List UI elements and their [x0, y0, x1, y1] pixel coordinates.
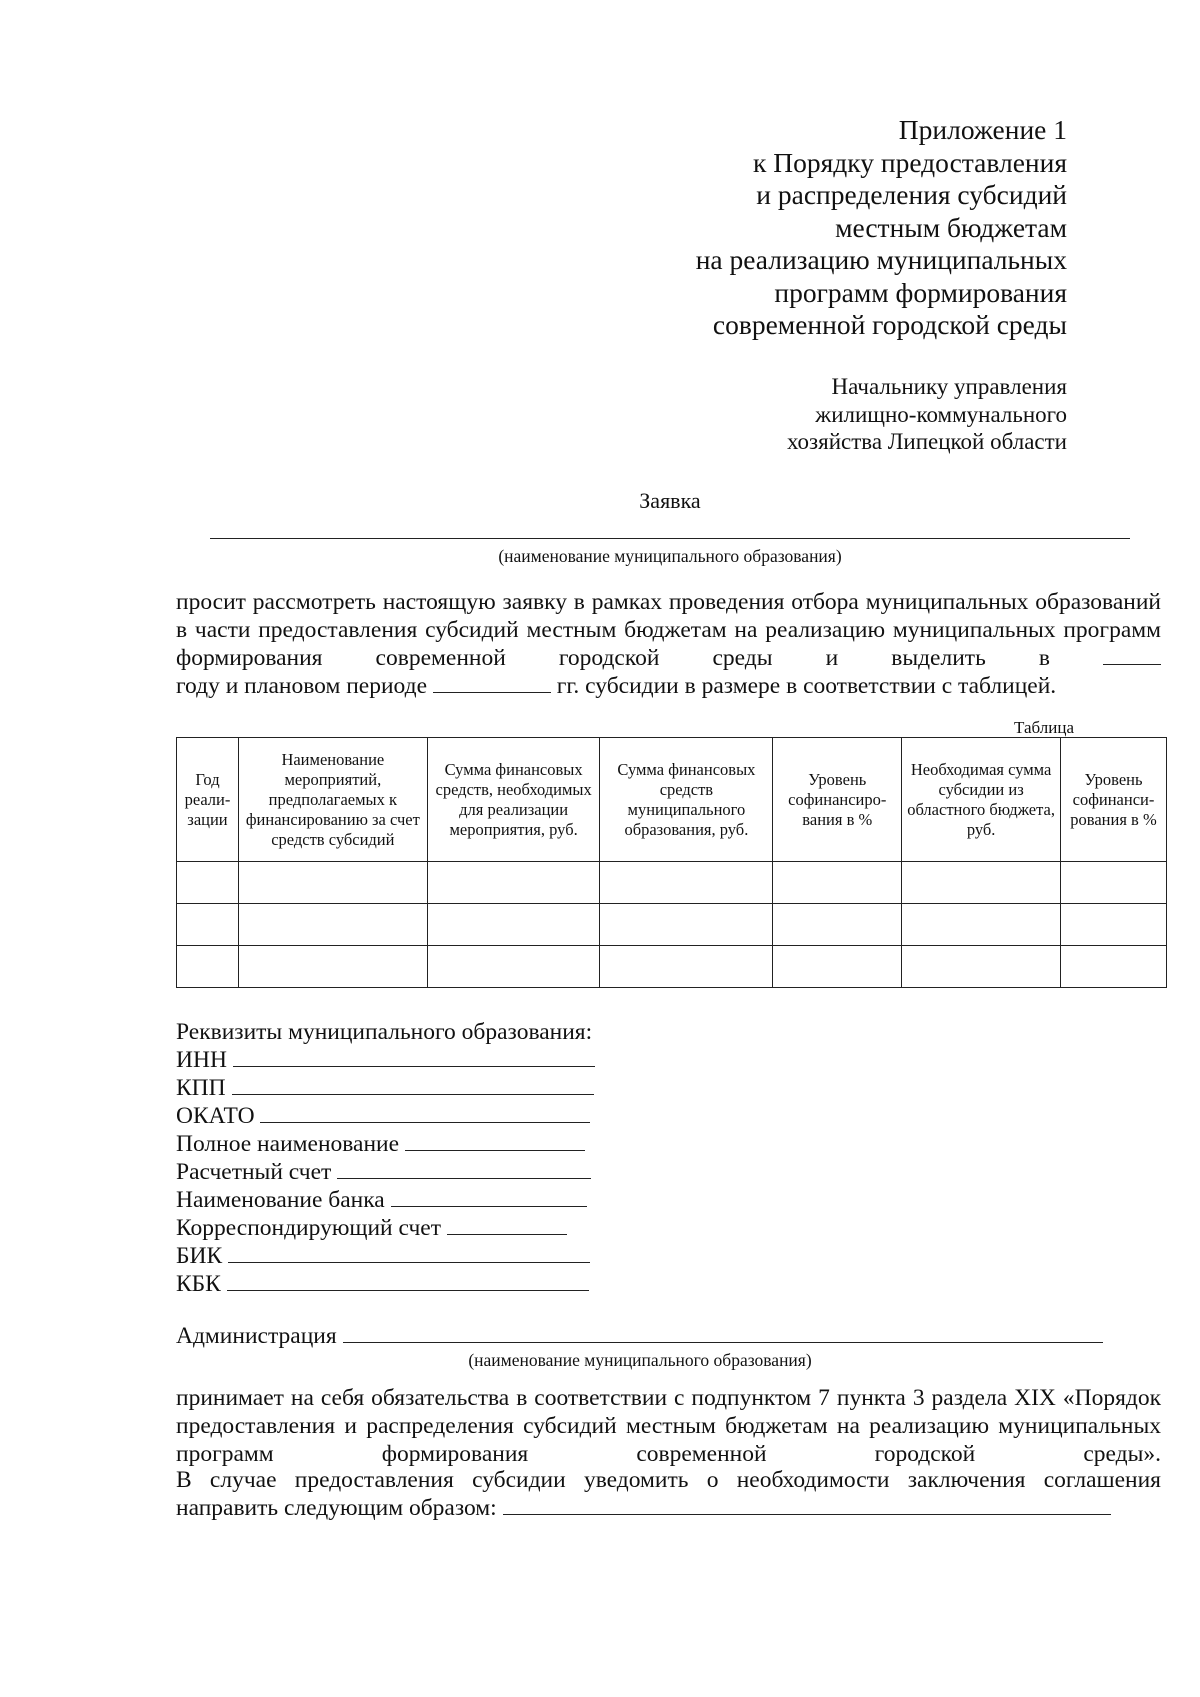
table-cell[interactable] — [773, 904, 902, 946]
table-cell[interactable] — [600, 862, 773, 904]
bik-input-line[interactable] — [228, 1242, 590, 1263]
notification-line-1: В случае предоставления субсидии уведомить о необходимости заключения соглашения — [176, 1467, 1161, 1493]
kpp-input-line[interactable] — [232, 1074, 594, 1095]
requisite-full-name — [176, 1130, 585, 1158]
table-cell[interactable] — [177, 904, 239, 946]
addressee-line: жилищно-коммунального — [815, 401, 1067, 427]
appendix-header — [696, 114, 1067, 342]
requisite-inn — [176, 1046, 595, 1074]
table-cell[interactable] — [902, 862, 1061, 904]
requisite-label: Корреспондирующий счет — [176, 1215, 441, 1241]
subsidy-table — [176, 737, 1167, 988]
requisite-bik — [176, 1242, 590, 1270]
table-cell[interactable] — [238, 862, 427, 904]
header-cofinancing-level: Уровень софинансиро-вания в % — [773, 738, 902, 862]
table-cell[interactable] — [902, 946, 1061, 988]
requisite-label: ИНН — [176, 1047, 227, 1073]
table-cell[interactable] — [427, 862, 600, 904]
request-last-line — [176, 672, 1161, 700]
table-cell[interactable] — [1061, 946, 1167, 988]
table-cell[interactable] — [177, 862, 239, 904]
requisites-heading: Реквизиты муниципального образования: — [176, 1019, 593, 1045]
requisite-label: ОКАТО — [176, 1103, 255, 1129]
appendix-line: программ формирования — [774, 276, 1067, 308]
requisite-label: КБК — [176, 1271, 221, 1297]
appendix-line: и распределения субсидий — [756, 179, 1067, 210]
requisite-bank — [176, 1186, 587, 1214]
municipality-name-line[interactable] — [210, 538, 1130, 539]
header-regional-subsidy: Необходимая сумма субсидии из областного бюджета, руб. — [902, 738, 1061, 862]
request-text-part2: году и плановом периоде — [176, 673, 427, 699]
header-required-funds: Сумма финансовых средств, необходимых для реализации мероприятия, руб. — [427, 738, 600, 862]
notification-line-2 — [176, 1494, 1161, 1522]
appendix-line: на реализацию муниципальных — [695, 244, 1067, 275]
full-name-input-line[interactable] — [405, 1130, 585, 1151]
table-cell[interactable] — [600, 904, 773, 946]
addressee-block — [787, 373, 1067, 456]
table-cell[interactable] — [600, 946, 773, 988]
table-cell[interactable] — [902, 904, 1061, 946]
notification-paragraph — [176, 1466, 1161, 1522]
administration-input-line[interactable] — [343, 1322, 1103, 1343]
year-blank[interactable] — [1103, 644, 1161, 665]
table-cell[interactable] — [1061, 862, 1167, 904]
municipality-hint: (наименование муниципального образования) — [498, 546, 842, 566]
table-row — [177, 904, 1167, 946]
requisite-kbk — [176, 1270, 589, 1298]
table-label: Таблица — [1014, 718, 1074, 737]
notification-method-input-line[interactable] — [503, 1494, 1111, 1515]
request-text-part1: просит рассмотреть настоящую заявку в рамках проведения отбора муниципальных образований в части предоставления субсидий местным бюджетам на реализацию муниципальных программ формирования современной городской среды и выделить в — [176, 589, 1161, 671]
requisite-label: БИК — [176, 1243, 223, 1269]
corr-account-input-line[interactable] — [447, 1214, 567, 1235]
table-row — [177, 862, 1167, 904]
requisite-label: Наименование банка — [176, 1187, 385, 1213]
addressee-line: хозяйства Липецкой области — [786, 429, 1067, 454]
appendix-line: современной городской среды — [712, 309, 1067, 340]
requisite-label: Расчетный счет — [176, 1159, 332, 1185]
appendix-line: Приложение 1 — [898, 114, 1067, 145]
header-year: Год реали-зации — [177, 738, 239, 862]
table-cell[interactable] — [427, 946, 600, 988]
requisite-kpp — [176, 1074, 594, 1102]
table-cell[interactable] — [773, 862, 902, 904]
administration-label: Администрация — [176, 1323, 337, 1349]
requisite-label: Полное наименование — [176, 1131, 400, 1157]
requisite-account — [176, 1158, 591, 1186]
table-row — [177, 946, 1167, 988]
document-title: Заявка — [639, 488, 701, 513]
request-text-part3: гг. субсидии в размере в соответствии с таблицей. — [556, 673, 1057, 699]
administration-hint: (наименование муниципального образования) — [468, 1350, 812, 1370]
kbk-input-line[interactable] — [227, 1270, 589, 1291]
addressee-line: Начальнику управления — [831, 374, 1067, 399]
appendix-line: к Порядку предоставления — [753, 146, 1067, 178]
table-cell[interactable] — [1061, 904, 1167, 946]
appendix-line: местным бюджетам — [835, 211, 1067, 243]
table-cell[interactable] — [238, 904, 427, 946]
administration-line — [176, 1322, 1103, 1350]
header-cofinancing-level-2: Уровень софинанси-рования в % — [1061, 738, 1167, 862]
table-cell[interactable] — [177, 946, 239, 988]
obligation-paragraph: принимает на себя обязательства в соответствии с подпунктом 7 пункта 3 раздела XIX «Порядок предоставления и распределения субсидий местным бюджетам на реализацию муниципальных программ формирования современной городской среды». — [176, 1385, 1161, 1467]
table-cell[interactable] — [773, 946, 902, 988]
table-header-row — [177, 738, 1167, 862]
okato-input-line[interactable] — [260, 1102, 590, 1123]
header-municipal-funds: Сумма финансовых средств муниципального образования, руб. — [600, 738, 773, 862]
table-cell[interactable] — [238, 946, 427, 988]
requisite-label: КПП — [176, 1075, 226, 1101]
planning-period-blank[interactable] — [433, 672, 551, 693]
table-cell[interactable] — [427, 904, 600, 946]
account-input-line[interactable] — [337, 1158, 591, 1179]
notification-text-part2: направить следующим образом: — [176, 1495, 497, 1521]
header-activities: Наименование мероприятий, предполагаемых к финансированию за счет средств субсидий — [238, 738, 427, 862]
requisite-okato — [176, 1102, 590, 1130]
bank-input-line[interactable] — [391, 1186, 587, 1207]
request-paragraph — [176, 588, 1161, 700]
inn-input-line[interactable] — [233, 1046, 595, 1067]
requisite-corr-account — [176, 1214, 567, 1242]
